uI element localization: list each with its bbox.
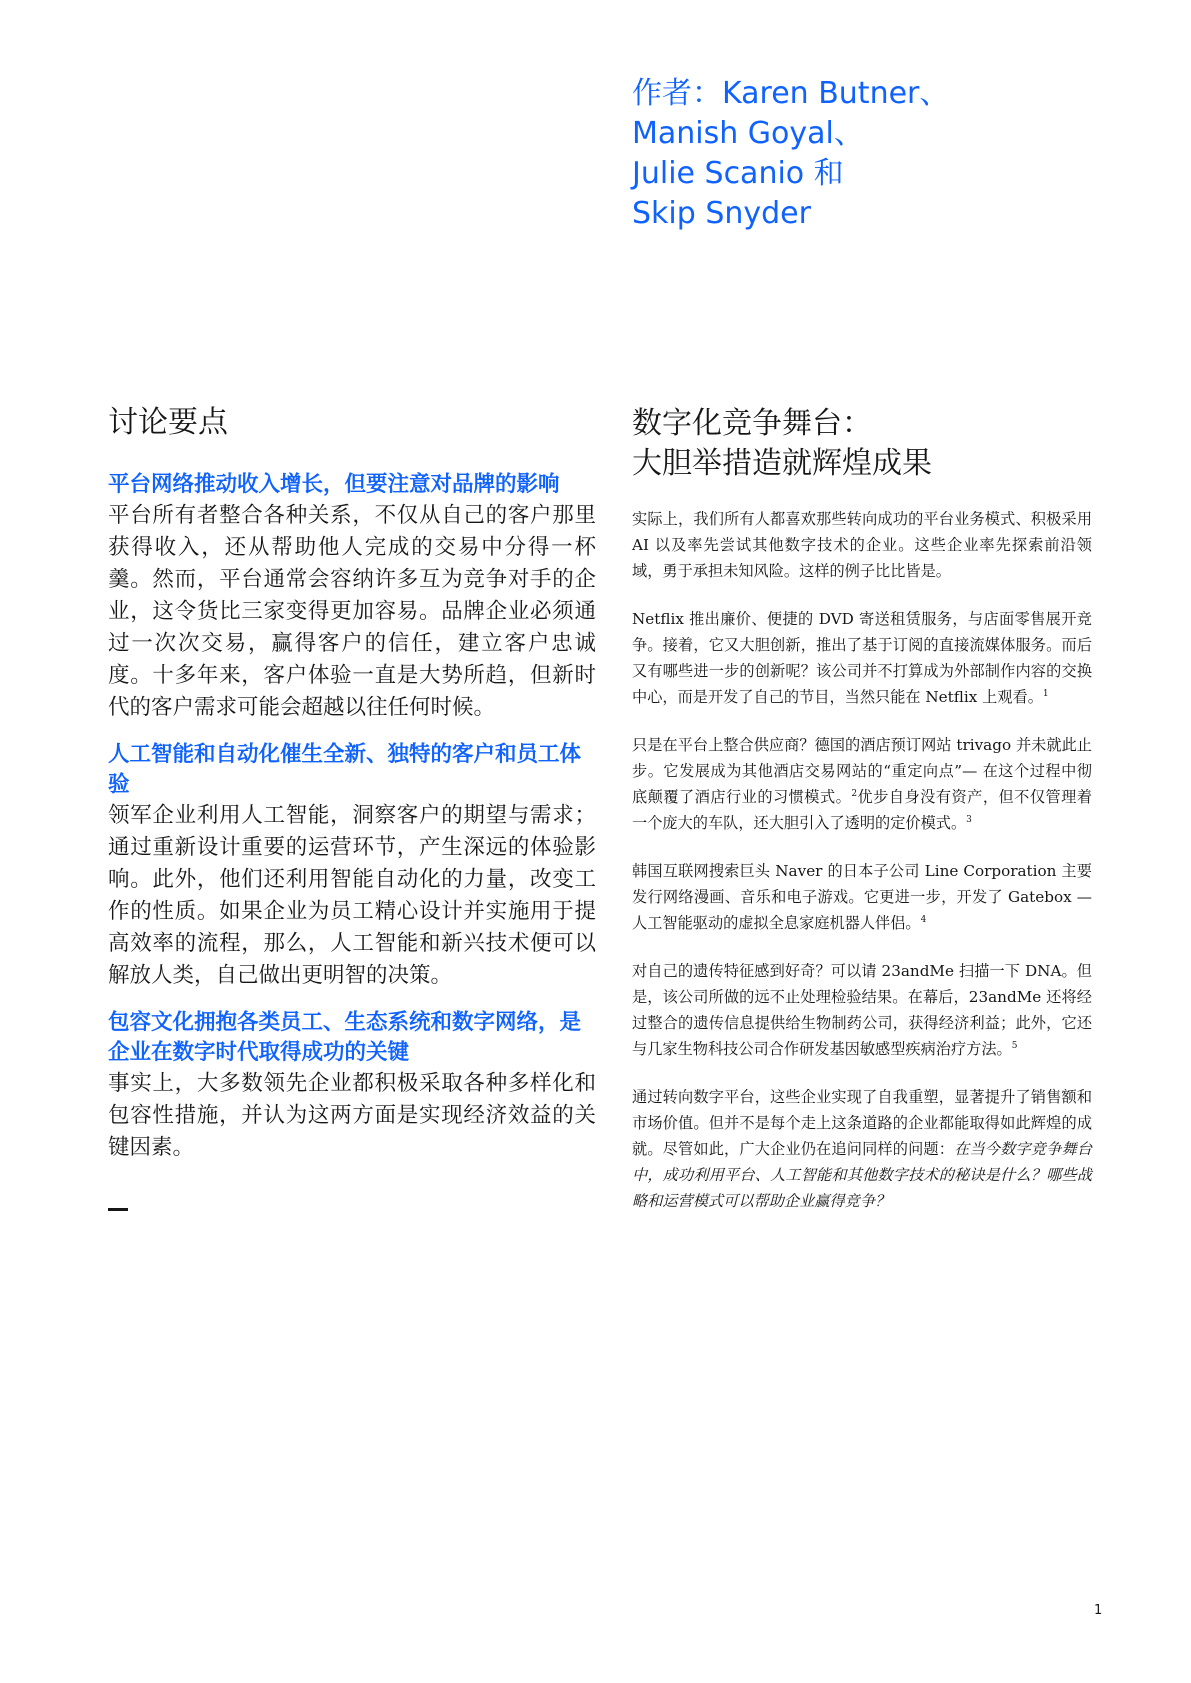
paragraph-text: 对自己的遗传特征感到好奇？可以请 23andMe 扫描一下 DNA。但是，该公司所做的远不止处理检验结果。在幕后，23andMe 还将经过整合的遗传信息提供给生物制药公司，获得经济利益；此外，它还与几家生物科技公司合作研发基因敏感型疾病治疗方法。 [632, 962, 1092, 1058]
author-line: Manish Goyal、 [632, 116, 864, 151]
article-column [632, 404, 1092, 1236]
article-paragraph [632, 858, 1092, 936]
key-point-title: 人工智能和自动化催生全新、独特的客户和员工体验 [108, 742, 582, 797]
article-paragraph [632, 732, 1092, 836]
key-point-body: 平台所有者整合各种关系，不仅从自己的客户那里获得收入，还从帮助他人完成的交易中分得一杯羹。然而，平台通常会容纳许多互为竞争对手的企业，这令货比三家变得更加容易。品牌企业必须通过一次次交易，赢得客户的信任，建立客户忠诚度。十多年来，客户体验一直是大势所趋，但新时代的客户需求可能会超越以往任何时候。 [108, 503, 596, 720]
paragraph-text: 优步自身没有资产，但不仅管理着一个庞大的车队，还大胆引入了透明的定价模式。 [632, 788, 1093, 832]
paragraph-text: 实际上，我们所有人都喜欢那些转向成功的平台业务模式、积极采用 AI 以及率先尝试其他数字技术的企业。这些企业率先探索前沿领域，勇于承担未知风险。这样的例子比比皆是。 [632, 510, 1092, 580]
author-line: Skip Snyder [632, 196, 811, 231]
article-heading [632, 404, 1092, 484]
key-points-heading: 讨论要点 [108, 405, 228, 440]
paragraph-italic-text: 在当今数字竞争舞台中，成功利用平台、人工智能和其他数字技术的秘诀是什么？哪些战略和运营模式可以帮助企业赢得竞争？ [632, 1140, 1093, 1210]
paragraph-text: 韩国互联网搜索巨头 Naver 的日本子公司 Line Corporation 主要发行网络漫画、音乐和电子游戏。它更进一步，开发了 Gatebox —人工智能驱动的虚拟全息家庭机器人伴侣。 [632, 862, 1092, 932]
page-number: 1 [1094, 1603, 1103, 1618]
key-point-title: 包容文化拥抱各类员工、生态系统和数字网络，是企业在数字时代取得成功的关键 [108, 1010, 582, 1065]
section-end-dash [108, 1208, 128, 1211]
key-point-title: 平台网络推动收入增长，但要注意对品牌的影响 [108, 472, 560, 497]
article-heading-line: 大胆举措造就辉煌成果 [632, 446, 932, 481]
paragraph-text: Netflix 推出廉价、便捷的 DVD 寄送租赁服务，与店面零售展开竞争。接着，它又大胆创新，推出了基于订阅的直接流媒体服务。而后又有哪些进一步的创新呢？该公司并不打算成为外部制作内容的交换中心，而是开发了自己的节目，当然只能在 Netflix 上观看。 [632, 610, 1092, 706]
key-points-column [108, 404, 596, 1211]
footnote-ref: 5 [1011, 1040, 1018, 1051]
footnote-ref: 1 [1042, 688, 1049, 699]
article-paragraph [632, 1084, 1092, 1214]
paragraph-text: 只是在平台上整合供应商？德国的酒店预订网站 trivago 并未就此止步。它发展成为其他酒店交易网站的“重定向点”— 在这个过程中彻底颠覆了酒店行业的习惯模式。 [632, 736, 1092, 806]
author-line: Julie Scanio 和 [632, 156, 844, 191]
article-paragraph [632, 506, 1092, 584]
paragraph-text: 通过转向数字平台，这些企业实现了自我重塑，显著提升了销售额和市场价值。但并不是每个走上这条道路的企业都能取得如此辉煌的成就。尽管如此，广大企业仍在追问同样的问题： [632, 1088, 1092, 1158]
authors-block [632, 74, 1152, 234]
footnote-ref: 3 [966, 814, 972, 825]
key-point-body: 领军企业利用人工智能，洞察客户的期望与需求；通过重新设计重要的运营环节，产生深远的体验影响。此外，他们还利用智能自动化的力量，改变工作的性质。如果企业为员工精心设计并实施用于提高效率的流程，那么，人工智能和新兴技术便可以解放人类，自己做出更明智的决策。 [108, 803, 596, 988]
author-line: 作者：Karen Butner、 [632, 76, 950, 111]
article-paragraph [632, 958, 1092, 1062]
key-point-body: 事实上，大多数领先企业都积极采取各种多样化和包容性措施，并认为这两方面是实现经济效益的关键因素。 [108, 1071, 596, 1160]
article-heading-line: 数字化竞争舞台： [632, 406, 872, 441]
footnote-ref: 4 [920, 914, 927, 925]
article-paragraph [632, 606, 1092, 710]
footnote-ref: 2 [851, 788, 858, 799]
